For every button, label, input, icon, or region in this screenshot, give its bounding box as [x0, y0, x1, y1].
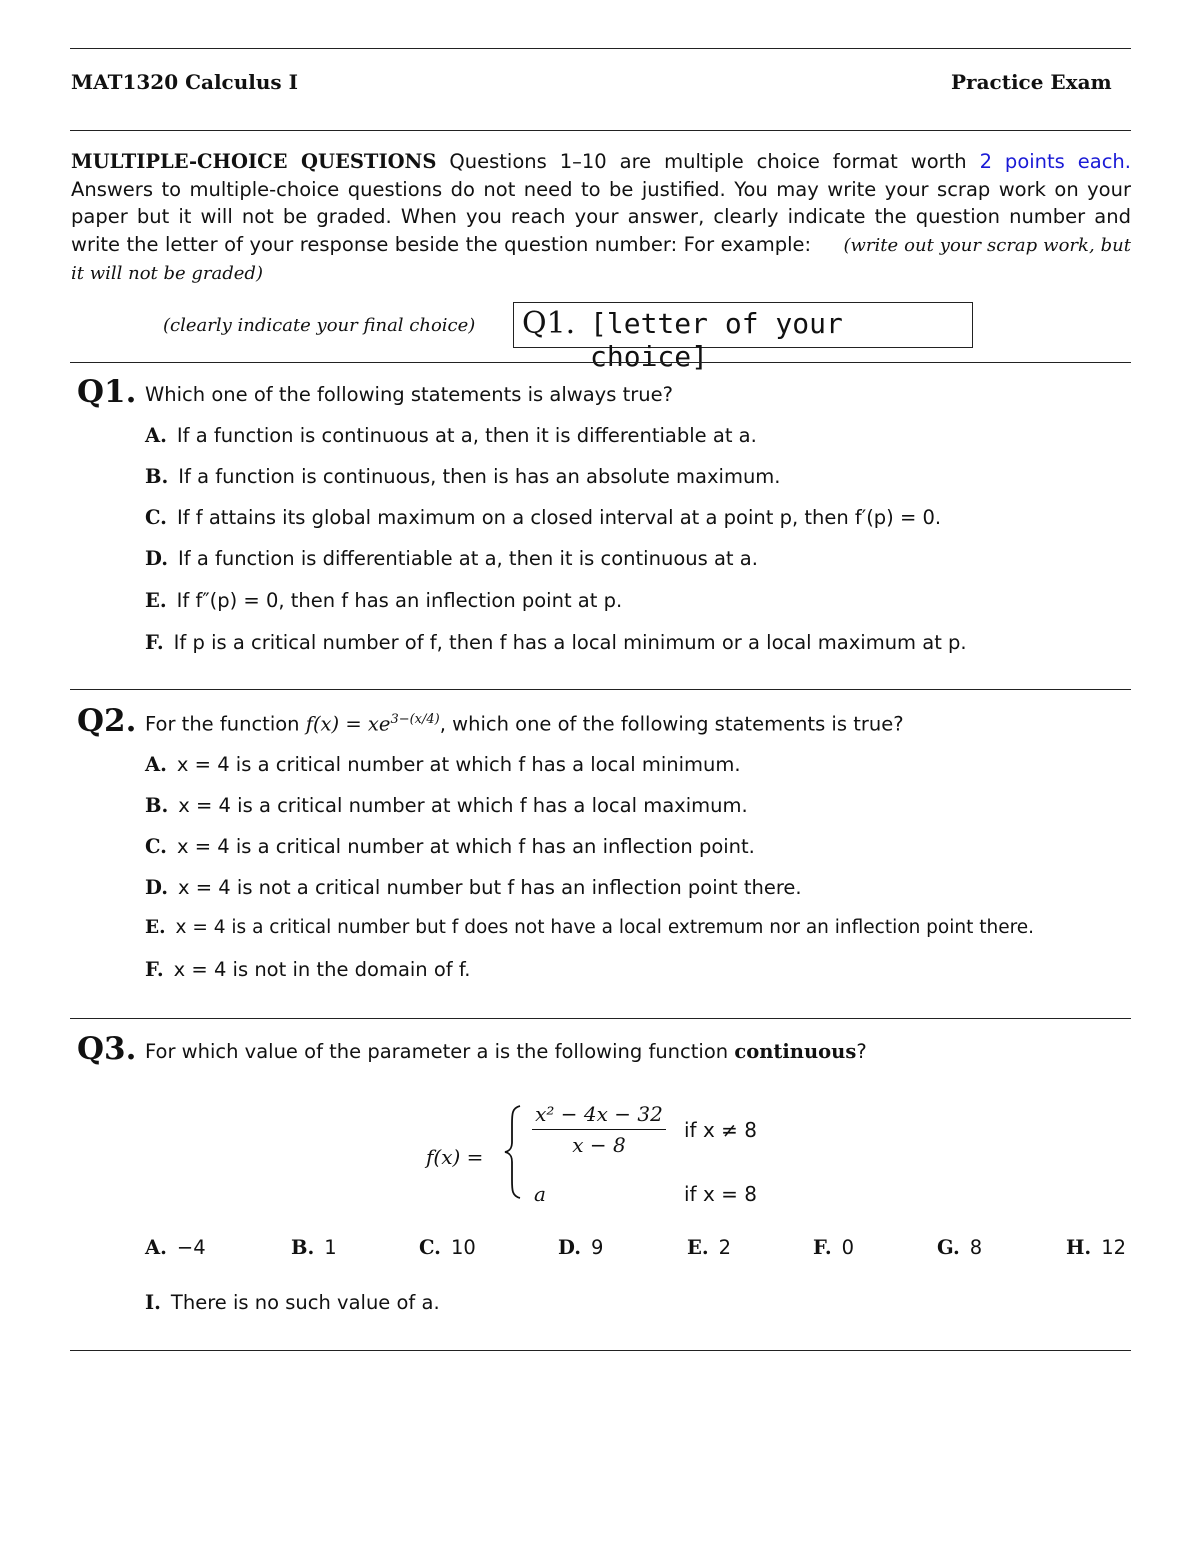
q3-answer-h	[1066, 1236, 1126, 1259]
q1-option-d	[145, 547, 758, 570]
q3-answer-a	[145, 1236, 206, 1259]
option-text: x = 4 is a critical number at which f has an inflection point.	[176, 835, 755, 858]
bottom-rule	[70, 1350, 1131, 1351]
option-text: If a function is continuous at a, then it is differentiable at a.	[176, 424, 757, 447]
instructions-heading: MULTIPLE-CHOICE QUESTIONS	[71, 150, 437, 173]
option-text: x = 4 is a critical number at which f has a local minimum.	[176, 753, 741, 776]
q2-option-a	[145, 753, 741, 776]
q3-answer-d	[558, 1236, 603, 1259]
answer-value: 12	[1101, 1236, 1127, 1259]
fraction-numerator: x² − 4x − 32	[535, 1102, 663, 1126]
option-text: If a function is differentiable at a, then it is continuous at a.	[178, 547, 758, 570]
final-choice-note: (clearly indicate your final choice)	[163, 315, 476, 336]
q2-option-f	[145, 958, 471, 981]
intro-rule	[70, 362, 1131, 363]
answer-value: 1	[324, 1236, 337, 1259]
points-note: 2 points each.	[979, 150, 1131, 173]
exam-title: Practice Exam	[951, 70, 1112, 94]
instructions-text-1: Questions 1–10 are multiple choice format worth	[449, 150, 967, 173]
q3-answer-g	[937, 1236, 982, 1259]
answer-letter: C.	[419, 1236, 441, 1259]
q2-number: Q2.	[77, 703, 137, 739]
q2-option-e	[145, 917, 1034, 938]
q2-text-after: , which one of the following statements is true?	[439, 712, 904, 736]
example-answer-box	[513, 302, 973, 373]
q2-exponent: 3−(x/4)	[390, 712, 440, 727]
option-letter: F.	[145, 958, 164, 981]
option-text: x = 4 is not in the domain of f.	[173, 958, 471, 981]
q1-option-f	[145, 631, 967, 654]
top-rule	[70, 48, 1131, 49]
answer-letter: D.	[558, 1236, 582, 1259]
q2-option-b	[145, 794, 748, 817]
q1-option-e	[145, 589, 622, 612]
answer-letter: E.	[687, 1236, 709, 1259]
q3-answer-c	[419, 1236, 476, 1259]
option-letter: B.	[145, 465, 169, 488]
instructions-text-2: Answers to multiple-choice questions do not need to be justified. You may write your scrap work on your paper but it will not be graded. When you reach your answer, clearly indicate the question number and write the letter of your response beside the question number: For example:	[71, 177, 1131, 256]
fraction-bar	[532, 1129, 666, 1130]
option-text: x = 4 is not a critical number but f has an inflection point there.	[178, 876, 802, 899]
q3-text-before: For which value of the parameter a is the following function	[145, 1040, 729, 1063]
option-letter: D.	[145, 876, 169, 899]
q2-text	[145, 712, 904, 736]
q3-answer-f	[813, 1236, 854, 1259]
case2-value: a	[534, 1182, 546, 1206]
option-letter: E.	[145, 589, 167, 612]
option-letter: C.	[145, 835, 167, 858]
left-brace	[502, 1104, 524, 1200]
q3-text-bold: continuous	[734, 1040, 857, 1063]
option-letter: A.	[145, 424, 167, 447]
answer-letter: H.	[1066, 1236, 1092, 1259]
option-text: If f″(p) = 0, then f has an inflection point at p.	[176, 589, 623, 612]
option-text: x = 4 is a critical number at which f has a local maximum.	[178, 794, 748, 817]
q1-number: Q1.	[77, 374, 137, 410]
answer-letter: A.	[145, 1236, 167, 1259]
example-question-label: Q1.	[522, 306, 576, 341]
q1-option-b	[145, 465, 781, 488]
course-title: MAT1320 Calculus I	[71, 70, 298, 94]
q1-rule	[70, 689, 1131, 690]
option-letter: F.	[145, 631, 164, 654]
option-text: If f attains its global maximum on a closed interval at a point p, then f′(p) = 0.	[176, 506, 942, 529]
answer-text: There is no such value of a.	[170, 1291, 440, 1314]
answer-value: 2	[718, 1236, 732, 1259]
q2-function: f(x) = xe	[305, 712, 391, 736]
q3-answer-b	[291, 1236, 337, 1259]
option-text: If p is a critical number of f, then f has a local minimum or a local maximum at p.	[173, 631, 967, 654]
q3-answer-e	[687, 1236, 731, 1259]
q2-option-c	[145, 835, 755, 858]
option-letter: C.	[145, 506, 167, 529]
answer-letter: F.	[813, 1236, 832, 1259]
option-text: x = 4 is a critical number but f does not have a local extremum nor an inflection point there.	[175, 917, 1035, 938]
answer-letter: G.	[937, 1236, 960, 1259]
q3-number: Q3.	[77, 1031, 137, 1067]
q1-option-a	[145, 424, 757, 447]
answer-value: 9	[591, 1236, 604, 1259]
q1-option-c	[145, 506, 941, 529]
piecewise-lhs: f(x) =	[426, 1145, 484, 1169]
option-letter: B.	[145, 794, 169, 817]
answer-letter: I.	[145, 1291, 161, 1314]
answer-value: −4	[176, 1236, 206, 1259]
q3-text-after: ?	[856, 1040, 867, 1063]
option-text: If a function is continuous, then is has an absolute maximum.	[178, 465, 781, 488]
example-letter-placeholder: [letter of your choice]	[590, 307, 843, 373]
header-rule	[70, 130, 1131, 131]
answer-letter: B.	[291, 1236, 315, 1259]
q2-text-before: For the function	[145, 712, 300, 736]
option-letter: E.	[145, 917, 166, 938]
q1-text: Which one of the following statements is always true?	[145, 383, 673, 406]
q2-rule	[70, 1018, 1131, 1019]
answer-value: 0	[841, 1236, 855, 1259]
fraction-denominator: x − 8	[572, 1133, 626, 1157]
answer-value: 8	[969, 1236, 983, 1259]
scrap-note: (write out your scrap work, but it will not be graded)	[71, 234, 1132, 284]
option-letter: D.	[145, 547, 169, 570]
q3-text	[145, 1040, 867, 1063]
case2-condition: if x = 8	[684, 1182, 757, 1206]
q2-option-d	[145, 876, 802, 899]
option-letter: A.	[145, 753, 167, 776]
q3-answer-i	[145, 1291, 440, 1314]
answer-value: 10	[450, 1236, 476, 1259]
instructions	[71, 148, 1131, 288]
case1-condition: if x ≠ 8	[684, 1118, 757, 1142]
